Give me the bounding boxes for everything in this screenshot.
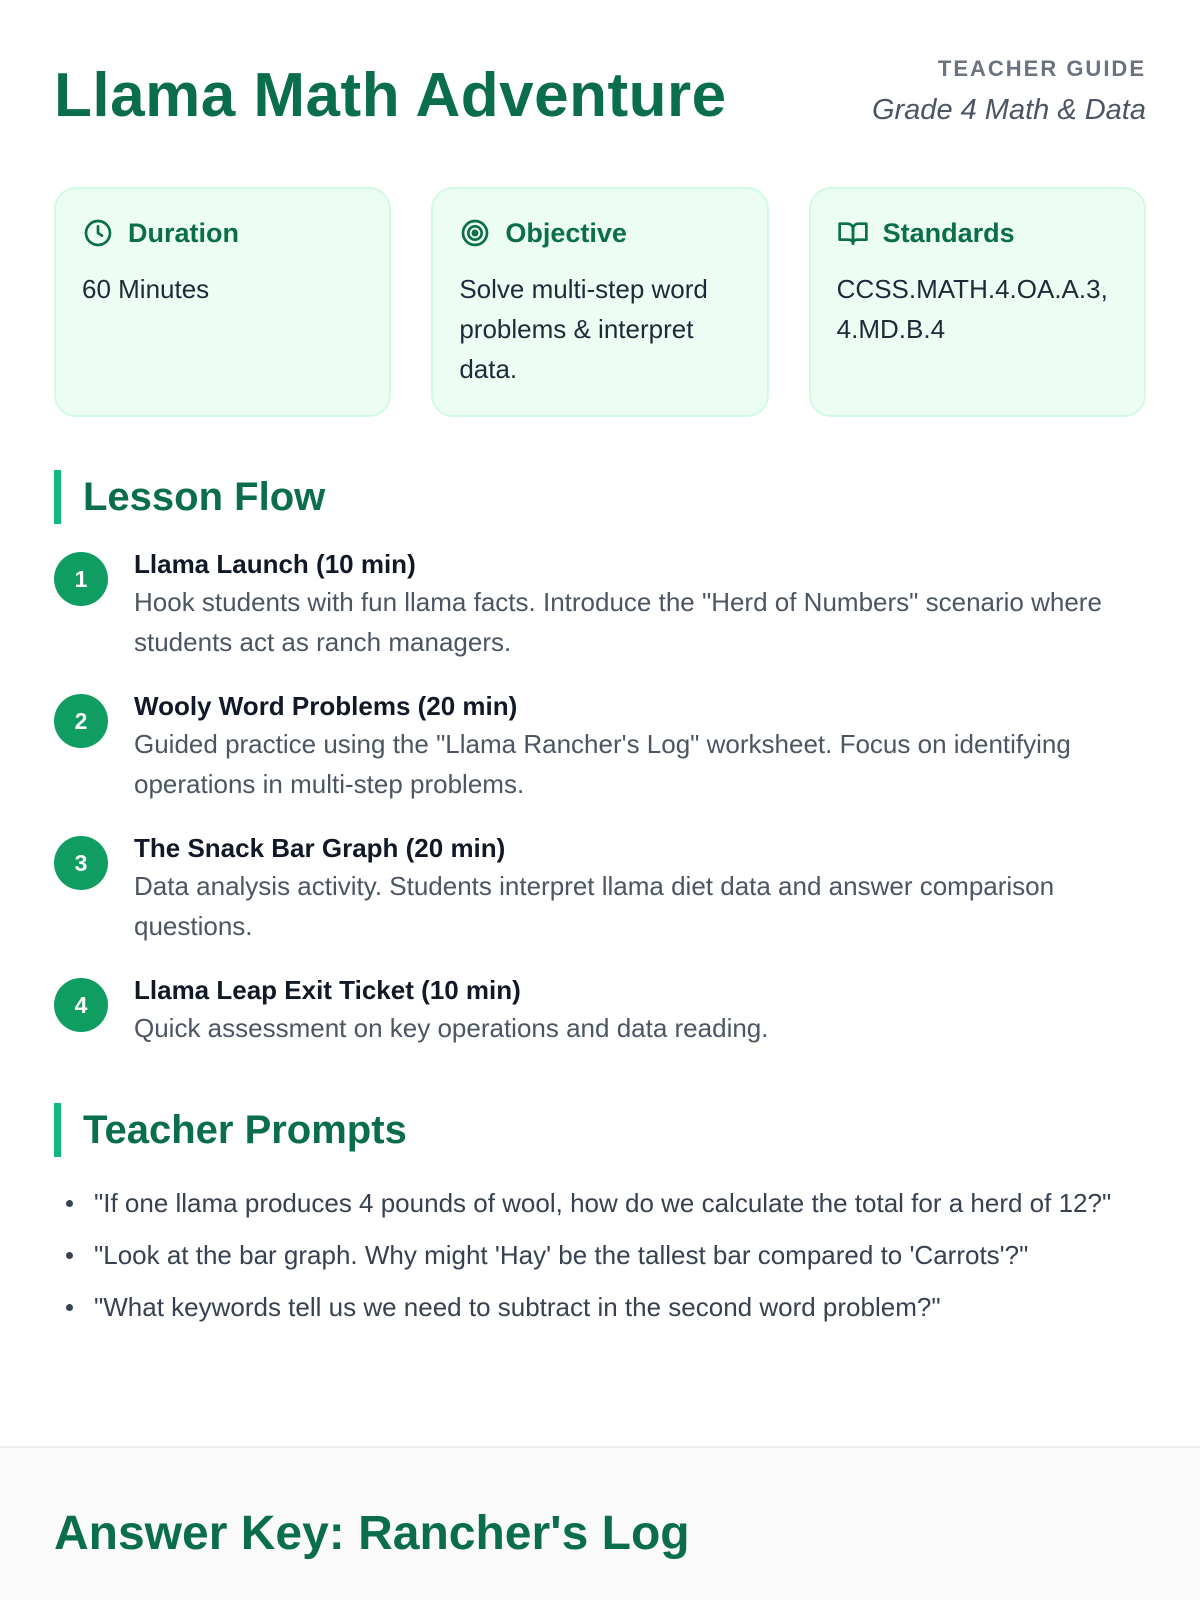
- card-body: CCSS.MATH.4.OA.A.3, 4.MD.B.4: [836, 274, 1108, 344]
- lesson-step: [54, 830, 1146, 946]
- step-description: Guided practice using the "Llama Rancher's Log" worksheet. Focus on identifying operations in multi-step problems.: [134, 729, 1071, 799]
- card-title: Standards: [882, 217, 1015, 248]
- card-body: Solve multi-step word problems & interpret data.: [459, 274, 708, 384]
- step-number-badge: 4: [54, 978, 108, 1032]
- step-description: Quick assessment on key operations and data reading.: [134, 1013, 769, 1043]
- teacher-prompts-section: [54, 1103, 1146, 1339]
- section-title: Lesson Flow: [54, 470, 1146, 524]
- lesson-flow-section: [54, 470, 1146, 1074]
- card-head: [837, 217, 1118, 249]
- step-description: Hook students with fun llama facts. Introduce the "Herd of Numbers" scenario where students act as ranch managers.: [134, 587, 1102, 657]
- card-duration: [54, 187, 391, 417]
- card-title: Objective: [505, 217, 627, 248]
- card-objective: [431, 187, 768, 417]
- prompt-item: "If one llama produces 4 pounds of wool, how do we calculate the total for a herd of 12?": [54, 1183, 1146, 1223]
- page-title: Llama Math Adventure: [54, 61, 727, 130]
- step-description: Data analysis activity. Students interpret llama diet data and answer comparison questions.: [134, 871, 1055, 941]
- step-number-badge: 3: [54, 836, 108, 890]
- card-body: 60 Minutes: [82, 274, 210, 304]
- target-icon: [459, 217, 491, 249]
- page-header: [54, 0, 1146, 170]
- lesson-step: [54, 546, 1146, 662]
- step-title: Wooly Word Problems (20 min): [134, 691, 518, 721]
- card-title: Duration: [128, 217, 239, 248]
- section-title: Teacher Prompts: [54, 1103, 1146, 1157]
- lesson-step: [54, 688, 1146, 804]
- card-head: [459, 217, 740, 249]
- step-title: Llama Launch (10 min): [134, 549, 416, 579]
- prompt-list: [54, 1183, 1146, 1327]
- step-number-badge: 1: [54, 552, 108, 606]
- clock-icon: [82, 217, 114, 249]
- answer-key-title: Answer Key: Rancher's Log: [54, 1507, 690, 1560]
- lesson-step: [54, 972, 1146, 1048]
- step-number-badge: 2: [54, 694, 108, 748]
- card-head: [82, 217, 363, 249]
- guide-subtitle: Grade 4 Math & Data: [871, 94, 1146, 126]
- guide-meta: [872, 56, 1146, 127]
- card-standards: [809, 187, 1146, 417]
- book-icon: [837, 217, 869, 249]
- guide-label: TEACHER GUIDE: [937, 56, 1146, 81]
- step-title: The Snack Bar Graph (20 min): [134, 833, 506, 863]
- prompt-item: "What keywords tell us we need to subtract in the second word problem?": [54, 1287, 1146, 1327]
- answer-key-page: [0, 1448, 1200, 1600]
- info-cards: [54, 187, 1146, 417]
- lesson-steps: [54, 546, 1146, 1048]
- prompt-item: "Look at the bar graph. Why might 'Hay' be the tallest bar compared to 'Carrots'?": [54, 1235, 1146, 1275]
- step-title: Llama Leap Exit Ticket (10 min): [134, 975, 521, 1005]
